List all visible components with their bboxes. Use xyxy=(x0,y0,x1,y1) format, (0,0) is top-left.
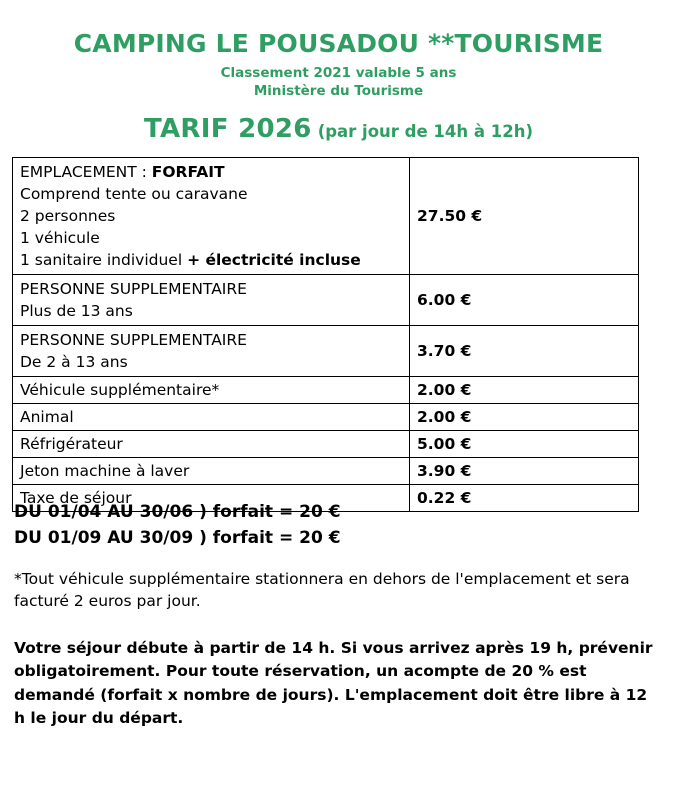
table-cell-price xyxy=(410,326,639,377)
label-vehicule-supplementaire: Véhicule supplémentaire* xyxy=(20,381,220,399)
label-animal: Animal xyxy=(20,408,74,426)
emplacement-line-3: 2 personnes xyxy=(20,207,116,225)
table-cell-price xyxy=(410,377,639,404)
emplacement-description xyxy=(13,158,409,274)
personne-supp-adulte-line-2: Plus de 13 ans xyxy=(20,302,133,320)
classification-line: Classement 2021 valable 5 ans xyxy=(220,64,457,81)
table-cell-price xyxy=(410,404,639,431)
forfait-periods xyxy=(14,500,341,552)
emplacement-line-5 xyxy=(20,249,409,271)
table-row xyxy=(13,431,639,458)
personne-supp-adulte-line-1: PERSONNE SUPPLEMENTAIRE xyxy=(20,280,247,298)
label-jeton-machine: Jeton machine à laver xyxy=(20,462,190,480)
table-cell-label xyxy=(13,431,410,458)
document-header xyxy=(0,0,677,144)
table-cell-label xyxy=(13,275,410,326)
table-cell-label xyxy=(13,404,410,431)
price-vehicule-supplementaire: 2.00 € xyxy=(417,381,472,399)
personne-supp-enfant-line-1: PERSONNE SUPPLEMENTAIRE xyxy=(20,331,247,349)
table-row xyxy=(13,377,639,404)
emplacement-prefix: EMPLACEMENT : xyxy=(20,163,152,181)
personne-supp-enfant xyxy=(13,326,409,376)
table-cell-label xyxy=(13,377,410,404)
table-cell-label xyxy=(13,326,410,377)
electricite-incluse: + électricité incluse xyxy=(187,251,361,269)
price-taxe-sejour: 0.22 € xyxy=(417,489,472,507)
personne-supp-enfant-line-2: De 2 à 13 ans xyxy=(20,353,128,371)
label-taxe-sejour: Taxe de séjour xyxy=(20,489,132,507)
price-jeton-machine: 3.90 € xyxy=(417,462,472,480)
label-refrigerateur: Réfrigérateur xyxy=(20,435,123,453)
table-row xyxy=(13,458,639,485)
price-personne-supp-adulte: 6.00 € xyxy=(417,291,472,309)
table-row xyxy=(13,326,639,377)
tarif-subtitle: (par jour de 14h à 12h) xyxy=(317,121,534,141)
stay-conditions: Votre séjour débute à partir de 14 h. Si vous arrivez après 19 h, prévenir obligatoirement. Pour toute réservation, un acompte de 20 % est demandé (forfait x nombre de jours). L'emplacement doit être libre à 12 h le jour du départ. xyxy=(14,639,653,727)
table-cell-price xyxy=(410,485,639,512)
camping-title: CAMPING LE POUSADOU **TOURISME xyxy=(73,29,604,58)
emplacement-line-2: Comprend tente ou caravane xyxy=(20,185,248,203)
forfait-period-spring: DU 01/04 AU 30/06 ) forfait = 20 € xyxy=(14,502,341,522)
price-emplacement: 27.50 € xyxy=(417,207,483,225)
table-cell-price xyxy=(410,158,639,275)
forfait-period-autumn: DU 01/09 AU 30/09 ) forfait = 20 € xyxy=(14,527,341,548)
price-refrigerateur: 5.00 € xyxy=(417,435,472,453)
vehicle-note: *Tout véhicule supplémentaire stationnera en dehors de l'emplacement et sera facturé 2 euros par jour. xyxy=(14,570,630,611)
table-cell-label xyxy=(13,458,410,485)
tariff-table xyxy=(12,157,639,512)
table-cell-price xyxy=(410,458,639,485)
emplacement-line-4: 1 véhicule xyxy=(20,229,100,247)
emplacement-title-line xyxy=(20,161,409,183)
classification-block xyxy=(0,64,677,100)
price-personne-supp-enfant: 3.70 € xyxy=(417,342,472,360)
price-animal: 2.00 € xyxy=(417,408,472,426)
sanitaire-prefix: 1 sanitaire individuel xyxy=(20,251,188,269)
emplacement-forfait: FORFAIT xyxy=(151,163,225,181)
table-row xyxy=(13,275,639,326)
table-row xyxy=(13,404,639,431)
table-cell-price xyxy=(410,275,639,326)
table-row xyxy=(13,158,639,275)
ministry-line: Ministère du Tourisme xyxy=(253,82,424,99)
tarif-title: TARIF 2026 xyxy=(143,113,312,144)
tarif-heading xyxy=(0,114,677,144)
table-cell-label xyxy=(13,158,410,275)
personne-supp-adulte xyxy=(13,275,409,325)
table-cell-price xyxy=(410,431,639,458)
